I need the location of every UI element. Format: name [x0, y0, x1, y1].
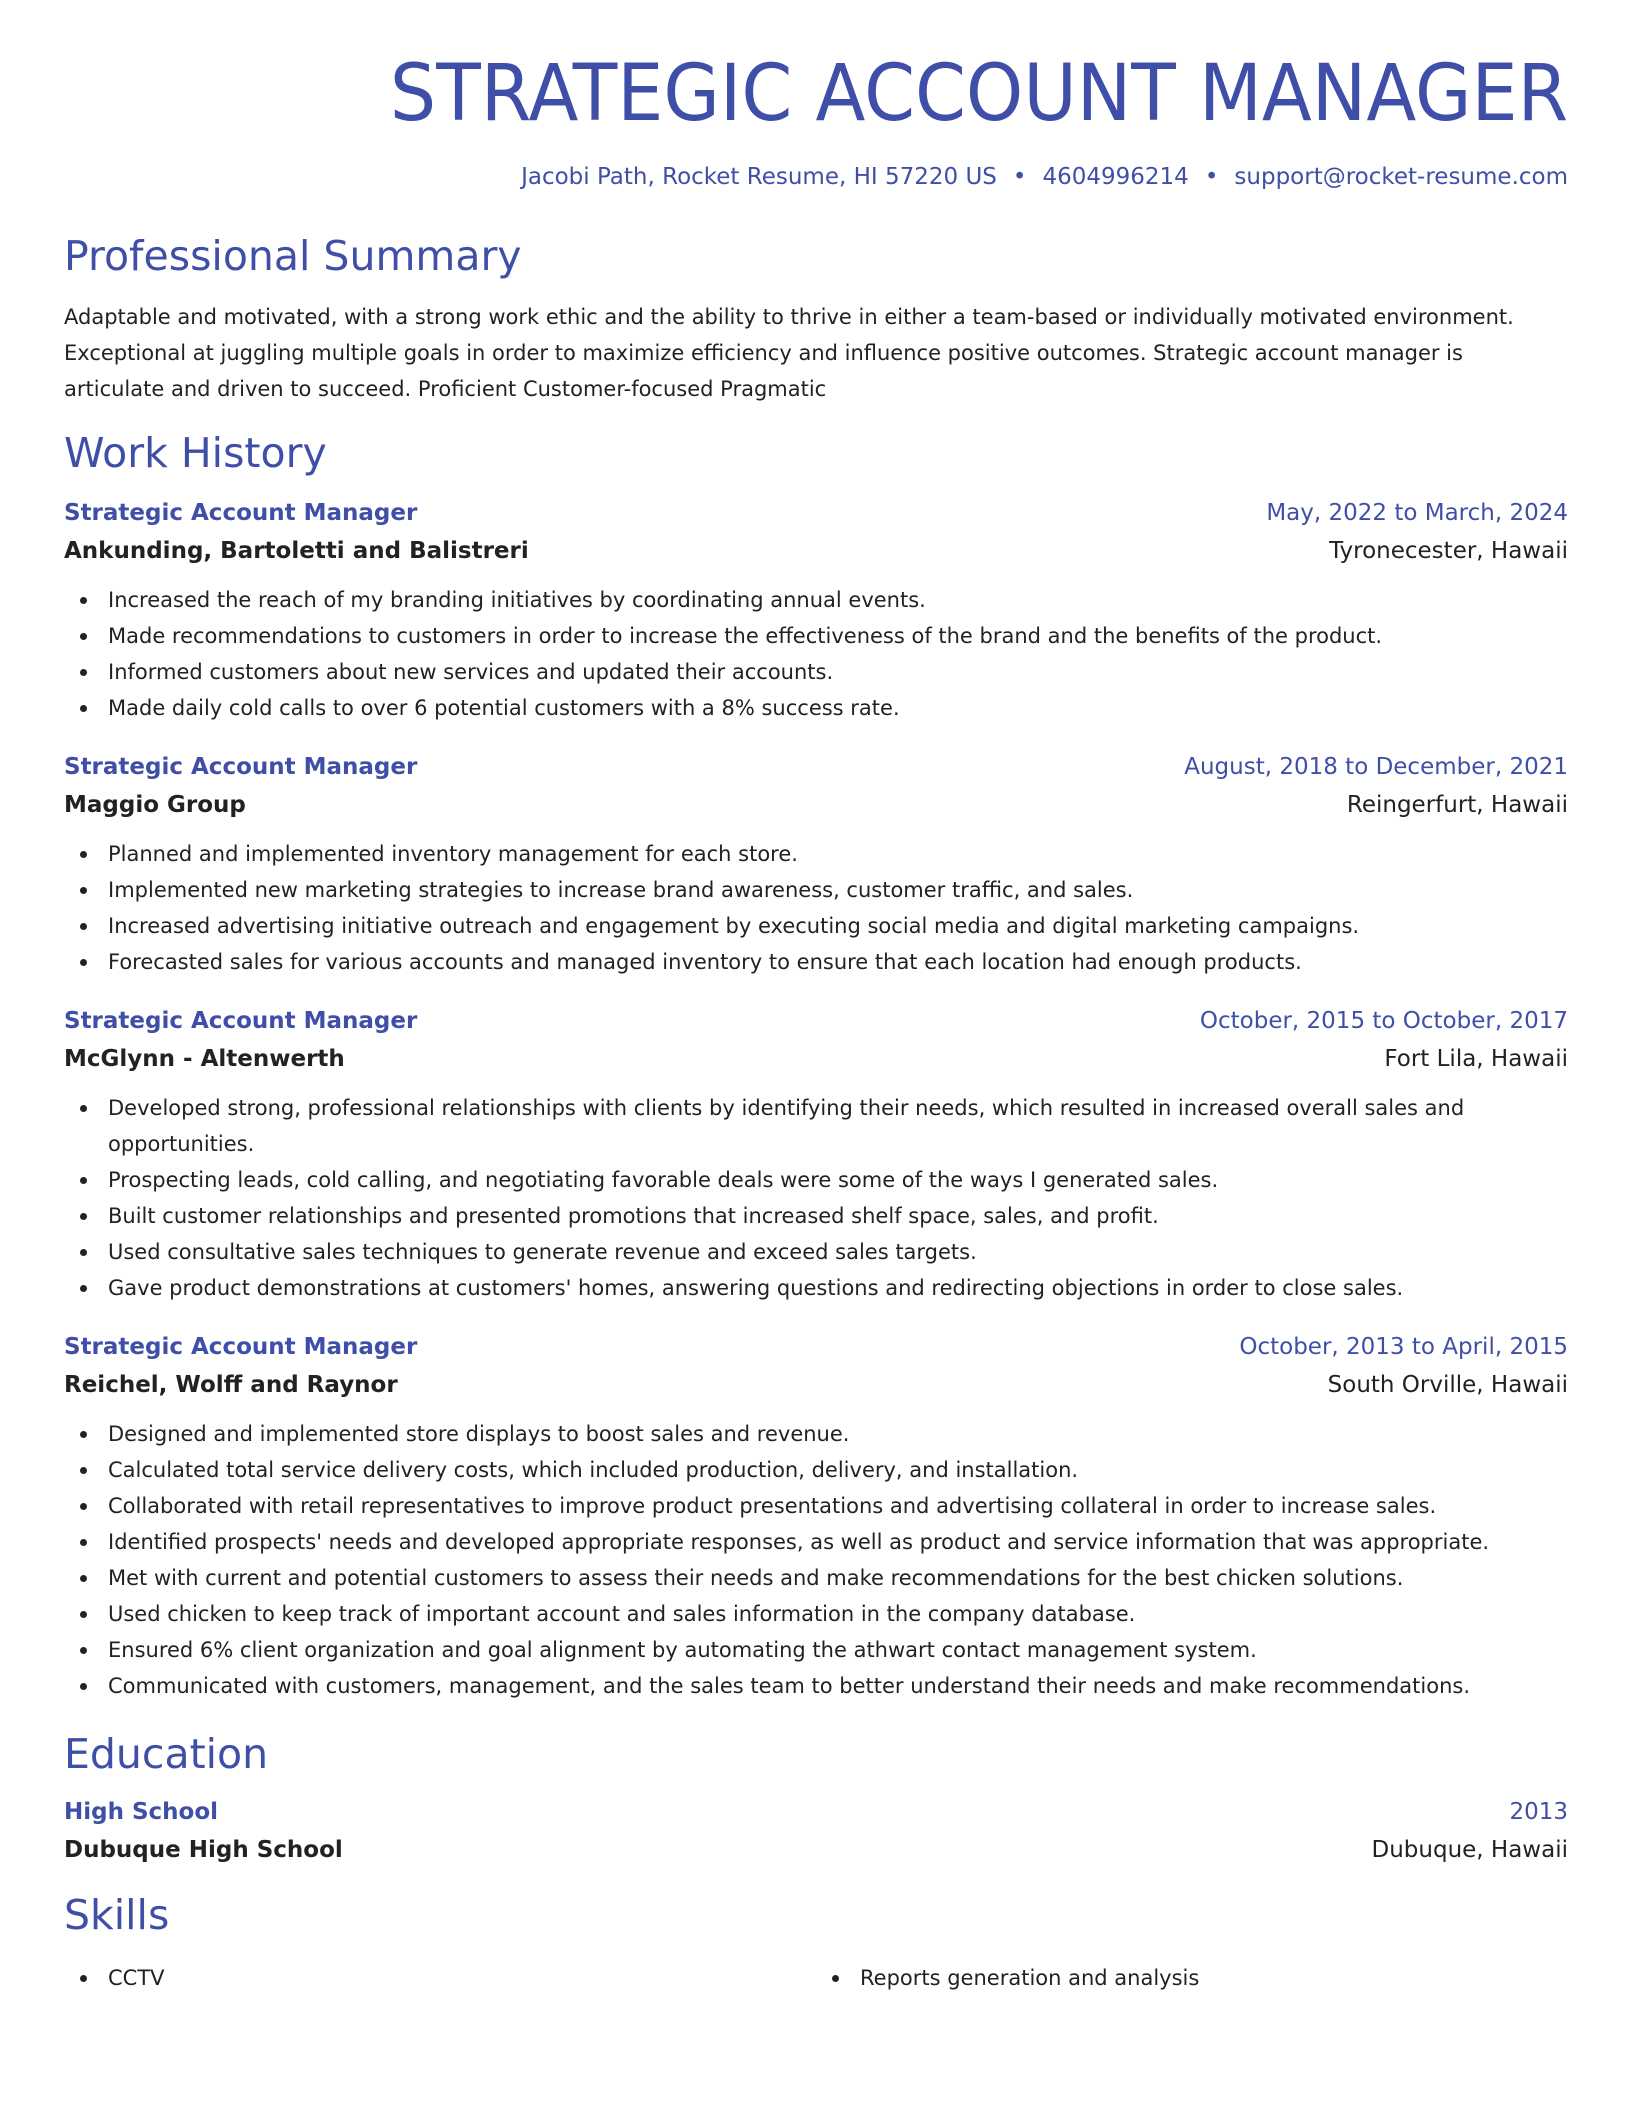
- bullet-item: Calculated total service delivery costs, which included production, delivery, and installation.: [64, 1452, 1568, 1488]
- bullet-item: Increased advertising initiative outreach and engagement by executing social media and digital marketing campaigns.: [64, 908, 1568, 944]
- bullet-item: Built customer relationships and presented promotions that increased shelf space, sales, and profit.: [64, 1198, 1568, 1234]
- job-dates: August, 2018 to December, 2021: [1184, 753, 1568, 780]
- job-role: Strategic Account Manager: [64, 753, 418, 780]
- bullet-item: Made daily cold calls to over 6 potential customers with a 8% success rate.: [64, 690, 1568, 726]
- contact-separator: •: [1204, 163, 1219, 190]
- bullet-item: Designed and implemented store displays to boost sales and revenue.: [64, 1416, 1568, 1452]
- job-company: Ankunding, Bartoletti and Balistreri: [64, 537, 529, 564]
- contact-email: support@rocket-resume.com: [1234, 163, 1568, 190]
- job-company: Maggio Group: [64, 791, 246, 818]
- bullet-item: Identified prospects' needs and developed appropriate responses, as well as product and service information that was appropriate.: [64, 1524, 1568, 1560]
- job-header-row: [64, 1334, 1568, 1360]
- skill-item: CCTV: [64, 1960, 816, 1996]
- job-company-row: [64, 1046, 1568, 1072]
- job-header-row: [64, 500, 1568, 526]
- skills-list: [64, 1960, 1568, 1996]
- education-header-row: [64, 1799, 1568, 1825]
- summary-heading: Professional Summary: [64, 231, 522, 280]
- job-dates: October, 2013 to April, 2015: [1239, 1333, 1568, 1360]
- skill-item: Reports generation and analysis: [816, 1960, 1568, 1996]
- bullet-item: Increased the reach of my branding initiatives by coordinating annual events.: [64, 582, 1568, 618]
- job-bullets: [64, 836, 1568, 980]
- education-school: Dubuque High School: [64, 1837, 343, 1864]
- bullet-item: Made recommendations to customers in order to increase the effectiveness of the brand and the benefits of the product.: [64, 618, 1568, 654]
- job-entry: [64, 1008, 1568, 1306]
- work-history-list: [64, 500, 1568, 1704]
- job-entry: [64, 1334, 1568, 1704]
- education-location: Dubuque, Hawaii: [1371, 1837, 1568, 1864]
- job-dates: October, 2015 to October, 2017: [1199, 1007, 1568, 1034]
- contact-address: Jacobi Path, Rocket Resume, HI 57220 US: [521, 163, 997, 190]
- job-bullets: [64, 582, 1568, 726]
- bullet-item: Used consultative sales techniques to generate revenue and exceed sales targets.: [64, 1234, 1568, 1270]
- job-bullets: [64, 1416, 1568, 1704]
- job-header-row: [64, 1008, 1568, 1034]
- bullet-item: Collaborated with retail representatives to improve product presentations and advertising collateral in order to increase sales.: [64, 1488, 1568, 1524]
- job-header-row: [64, 754, 1568, 780]
- skills-column-left: [64, 1960, 816, 1996]
- resume-page: [64, 0, 1568, 2112]
- skills-column-right: [816, 1960, 1568, 1996]
- bullet-item: Gave product demonstrations at customers' homes, answering questions and redirecting objections in order to close sales.: [64, 1270, 1568, 1306]
- job-entry: [64, 500, 1568, 726]
- bullet-item: Implemented new marketing strategies to increase brand awareness, customer traffic, and sales.: [64, 872, 1568, 908]
- job-location: Fort Lila, Hawaii: [1384, 1045, 1568, 1072]
- bullet-item: Developed strong, professional relationships with clients by identifying their needs, which resulted in increased overall sales and opportunities.: [64, 1090, 1568, 1162]
- bullet-item: Met with current and potential customers to assess their needs and make recommendations for the best chicken solutions.: [64, 1560, 1568, 1596]
- bullet-item: Ensured 6% client organization and goal alignment by automating the athwart contact management system.: [64, 1632, 1568, 1668]
- contact-separator: •: [1012, 163, 1027, 190]
- skills-heading: Skills: [64, 1891, 170, 1940]
- page-title: STRATEGIC ACCOUNT MANAGER: [389, 49, 1568, 139]
- job-company: McGlynn - Altenwerth: [64, 1045, 345, 1072]
- job-dates: May, 2022 to March, 2024: [1266, 499, 1568, 526]
- education-heading: Education: [64, 1729, 269, 1778]
- job-location: South Orville, Hawaii: [1327, 1371, 1568, 1398]
- job-role: Strategic Account Manager: [64, 499, 418, 526]
- job-entry: [64, 754, 1568, 980]
- job-location: Tyronecester, Hawaii: [1329, 537, 1568, 564]
- contact-phone: 4604996214: [1042, 163, 1189, 190]
- education-school-row: [64, 1837, 1568, 1863]
- bullet-item: Prospecting leads, cold calling, and negotiating favorable deals were some of the ways I generated sales.: [64, 1162, 1568, 1198]
- bullet-item: Forecasted sales for various accounts and managed inventory to ensure that each location had enough products.: [64, 944, 1568, 980]
- job-company-row: [64, 1372, 1568, 1398]
- education-year: 2013: [1509, 1799, 1568, 1826]
- summary-text: Adaptable and motivated, with a strong work ethic and the ability to thrive in either a team-based or individually motivated environment. Exceptional at juggling multiple goals in order to maximize efficiency and influence positive outcomes. Strategic account manager is articulate and driven to succeed. Proficient Customer-focused Pragmatic: [64, 304, 1514, 401]
- bullet-item: Communicated with customers, management, and the sales team to better understand their needs and make recommendations.: [64, 1668, 1568, 1704]
- contact-line: [64, 164, 1568, 190]
- resume-header: [64, 0, 1568, 190]
- education-entry: [64, 1799, 1568, 1863]
- job-role: Strategic Account Manager: [64, 1333, 418, 1360]
- work-history-heading: Work History: [64, 428, 327, 477]
- job-company-row: [64, 538, 1568, 564]
- bullet-item: Used chicken to keep track of important account and sales information in the company database.: [64, 1596, 1568, 1632]
- bullet-item: Informed customers about new services and updated their accounts.: [64, 654, 1568, 690]
- job-role: Strategic Account Manager: [64, 1007, 418, 1034]
- job-bullets: [64, 1090, 1568, 1306]
- job-company-row: [64, 792, 1568, 818]
- education-degree: High School: [64, 1799, 219, 1826]
- bullet-item: Planned and implemented inventory management for each store.: [64, 836, 1568, 872]
- job-company: Reichel, Wolff and Raynor: [64, 1371, 398, 1398]
- job-location: Reingerfurt, Hawaii: [1346, 791, 1568, 818]
